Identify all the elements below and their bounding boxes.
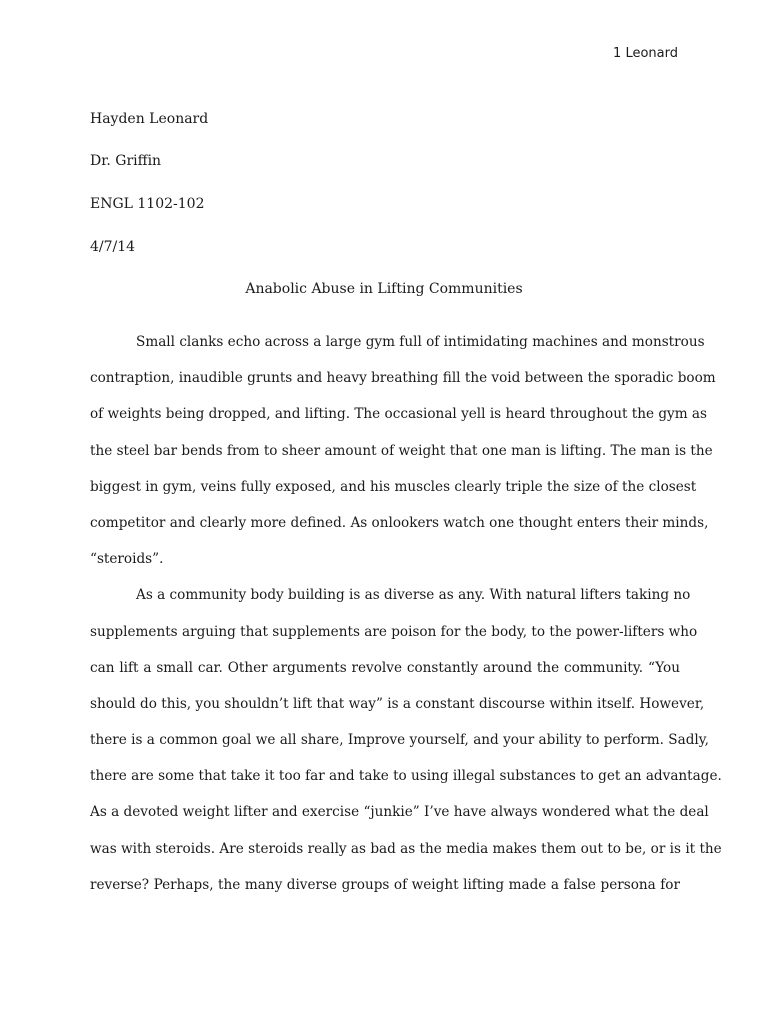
course-code: ENGL 1102-102 (90, 196, 205, 212)
paragraph-1-line-5: biggest in gym, veins fully exposed, and his muscles clearly triple the size of the closest (90, 478, 697, 495)
paragraph-1-line-3: of weights being dropped, and lifting. The occasional yell is heard throughout the gym as (90, 406, 707, 423)
paragraph-2-line-5: there is a common goal we all share, Improve yourself, and your ability to perform. Sadly, (90, 732, 709, 749)
running-header: 1 Leonard (613, 46, 678, 61)
instructor-name: Dr. Griffin (90, 153, 162, 169)
author-name: Hayden Leonard (90, 111, 209, 127)
paragraph-2-line-1: As a community body building is as diverse as any. With natural lifters taking no (136, 587, 691, 604)
paragraph-1-line-2: contraption, inaudible grunts and heavy breathing fill the void between the sporadic boom (90, 370, 716, 387)
essay-body (90, 331, 722, 910)
document-date: 4/7/14 (90, 239, 136, 255)
paragraph-1-line-6: competitor and clearly more defined. As onlookers watch one thought enters their minds, (90, 514, 709, 531)
paragraph-2-line-8: was with steroids. Are steroids really as bad as the media makes them out to be, or is it the (90, 840, 722, 857)
paragraph-2-line-2: supplements arguing that supplements are poison for the body, to the power-lifters who (90, 623, 698, 640)
paragraph-1-line-1: Small clanks echo across a large gym full of intimidating machines and monstrous (136, 334, 705, 350)
paragraph-1-line-7: “steroids”. (90, 551, 164, 568)
paragraph-1-line-4: the steel bar bends from to sheer amount of weight that one man is lifting. The man is the (90, 442, 713, 459)
paragraph-2-line-3: can lift a small car. Other arguments revolve constantly around the community. “You (90, 659, 680, 676)
essay-title: Anabolic Abuse in Lifting Communities (245, 281, 523, 297)
paragraph-2-line-6: there are some that take it too far and take to using illegal substances to get an advantage. (90, 768, 722, 785)
paragraph-2-line-7: As a devoted weight lifter and exercise “junkie” I’ve have always wondered what the deal (90, 804, 709, 821)
paragraph-2-line-9: reverse? Perhaps, the many diverse groups of weight lifting made a false persona for (90, 876, 680, 893)
paragraph-2-line-4: should do this, you shouldn’t lift that way” is a constant discourse within itself. However, (90, 695, 705, 712)
